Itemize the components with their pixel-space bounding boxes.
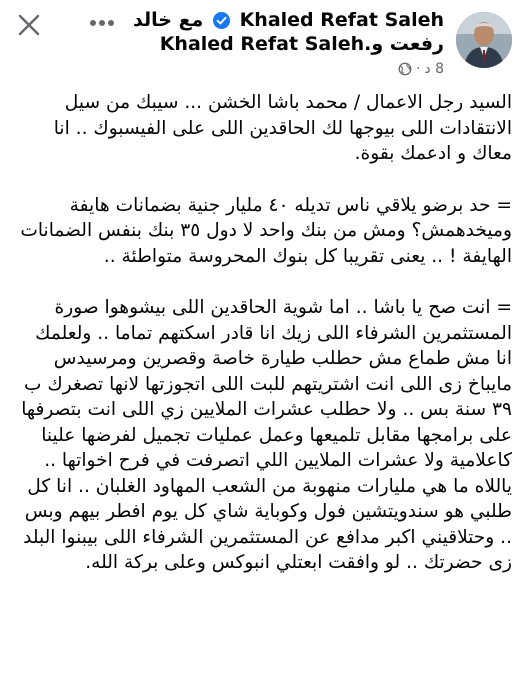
meta-separator: · <box>415 61 421 77</box>
avatar-image <box>456 12 512 68</box>
close-button[interactable] <box>14 10 44 40</box>
tagged-prefix: رفعت و <box>371 33 444 55</box>
tagged-line <box>114 32 444 56</box>
post-body <box>16 90 512 576</box>
with-text: مع خالد <box>133 9 204 31</box>
post-paragraph-2: = حد برضو يلاقي ناس تديله ٤٠ مليار جنية بضمانات هايفة وميخدهمش؟ ومش من بنك واحد لا دول ٣٥ بنك بنفس الضمانات الهايفة ! .. يعنى تقريبا كل بنوك المحروسة متواطئة .. <box>20 194 512 267</box>
post-paragraph-1: السيد رجل الاعمال / محمد باشا الخشن ... سيبك من سيل الانتقادات اللى بيوجها لك الحاقدين اللى على الفيسبوك .. انا معاك و ادعمك بقوة. <box>53 92 512 164</box>
more-options-icon <box>89 19 115 27</box>
globe-icon <box>398 62 412 76</box>
post-time[interactable]: 8 د <box>424 61 444 77</box>
author-avatar[interactable] <box>456 12 512 68</box>
author-line <box>114 8 444 32</box>
close-icon <box>18 14 40 36</box>
post-meta <box>114 60 444 78</box>
author-name-link[interactable]: Khaled Refat Saleh <box>239 9 444 31</box>
author-block <box>114 8 444 78</box>
post-header <box>0 0 526 92</box>
verified-badge-icon <box>213 12 230 29</box>
post-paragraph-3: = انت صح يا باشا .. اما شوية الحاقدين اللى بيشوهوا صورة المستثمرين الشرفاء اللى زيك انا قادر اسكتهم تماما .. ولعلمك انا مش طماع مش حطلب طيارة خاصة وقصرين ومرسيدس مايباخ زى اللى انت اشتريتهم للبت اللى اتجوزتها لانها تصغرك ب ٣٩ سنة بس .. ولا حطلب عشرات الملايين زي اللى انت بتصرفها على برامجها مقابل تلميعها وعمل عمليات تجميل لفرضها علينا كاعلامية ولا عشرات الملايين اللي اتصرفت في فرح اخواتها .. ياللاه ما هي مليارات منهوبة من الشعب المهاود الغلبان .. انا كل طلبي هو سندويتشين فول وكوباية شاي كل يوم افطر بيهم وبس .. وحتلاقيني اكبر مدافع عن المستثمرين الشرفاء اللى بيبنوا البلد زى حضرتك .. لو وافقت ابعتلي انبوكس وعلى بركة الله. <box>21 297 512 573</box>
tagged-name-link[interactable]: Khaled Refat Saleh. <box>159 33 372 55</box>
